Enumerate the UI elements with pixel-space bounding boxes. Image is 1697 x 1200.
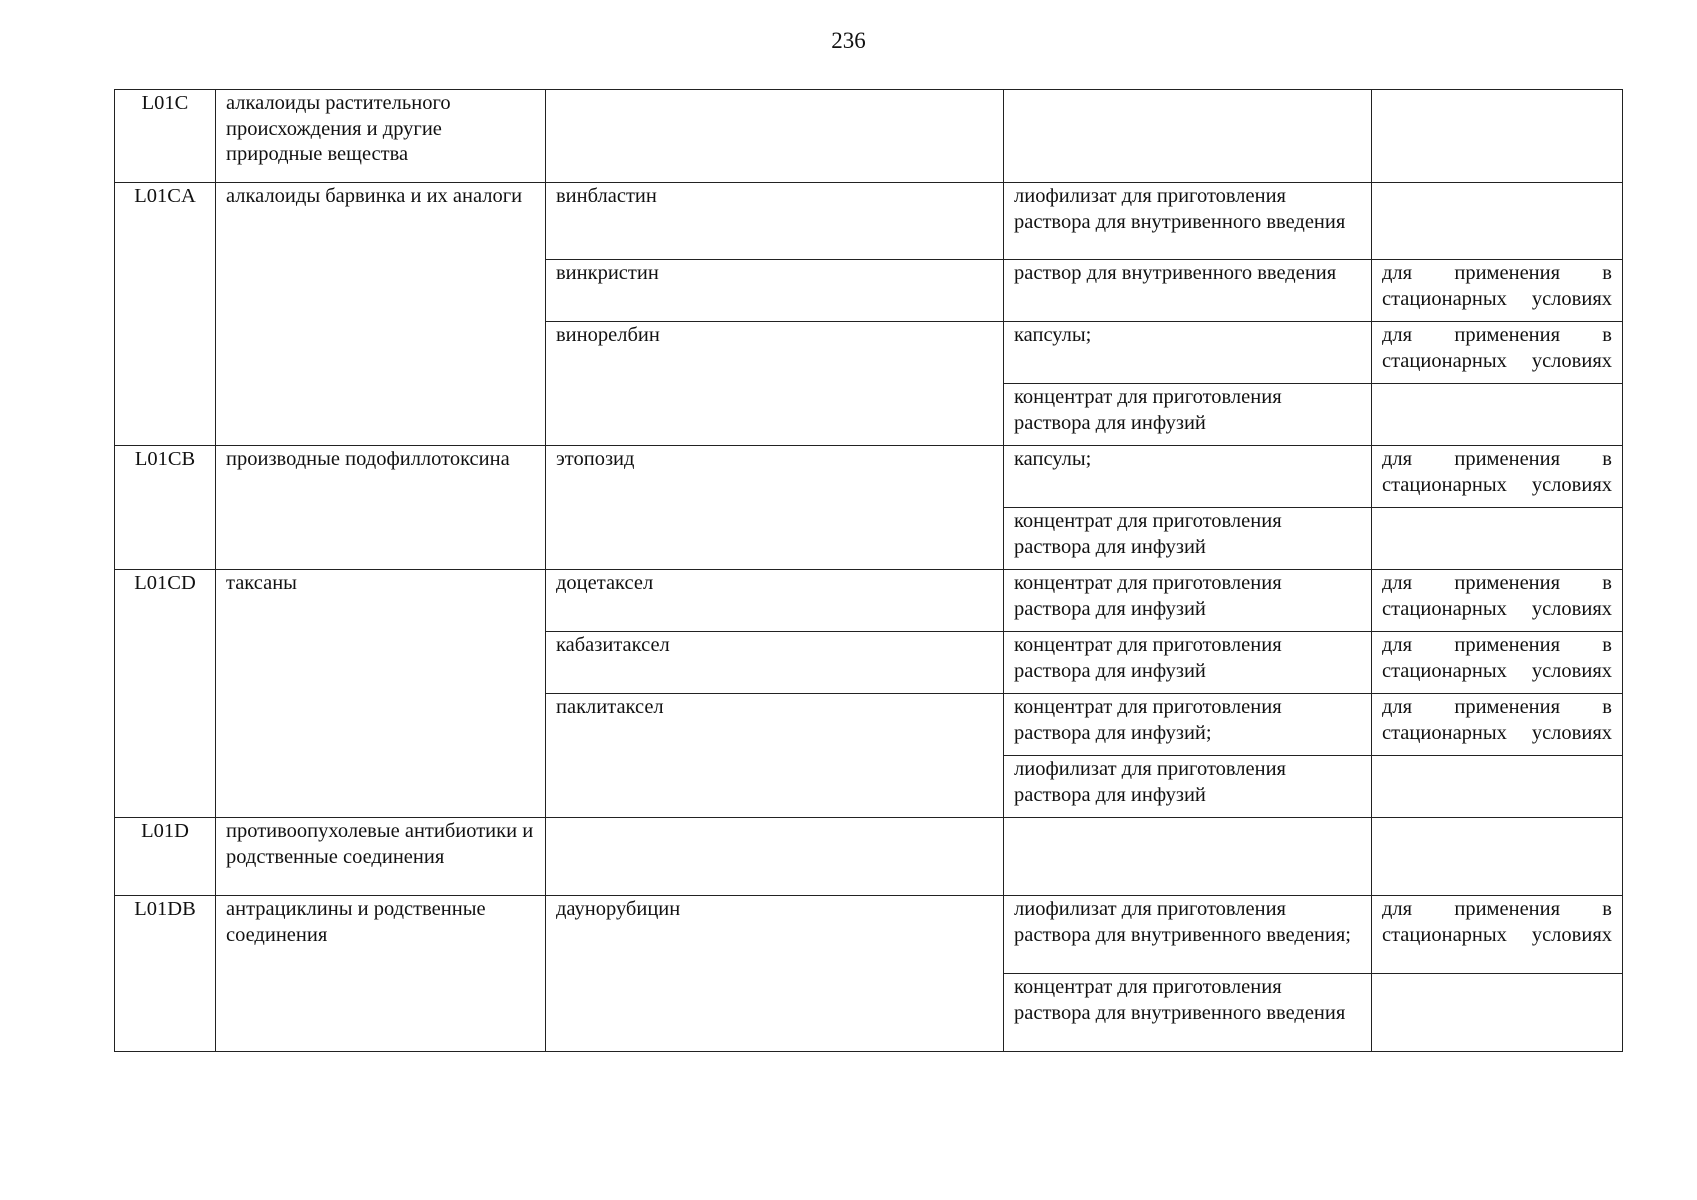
usage-note <box>1372 183 1623 260</box>
usage-note: для применения в стационарных условиях <box>1372 570 1623 632</box>
usage-note: для применения в стационарных условиях <box>1372 260 1623 322</box>
atc-group: алкалоиды растительного происхождения и другие природные вещества <box>216 90 546 183</box>
dosage-form: концентрат для приготовления раствора для инфузий <box>1004 632 1372 694</box>
drug-name: доцетаксел <box>546 570 1004 632</box>
usage-note <box>1372 508 1623 570</box>
dosage-form: концентрат для приготовления раствора для инфузий; <box>1004 694 1372 756</box>
drug-name <box>546 818 1004 896</box>
drug-name: даунорубицин <box>546 896 1004 1052</box>
dosage-form: концентрат для приготовления раствора для внутривенного введения <box>1004 974 1372 1052</box>
dosage-form: концентрат для приготовления раствора для инфузий <box>1004 508 1372 570</box>
table-row <box>115 90 1623 183</box>
dosage-form: лиофилизат для приготовления раствора для внутривенного введения <box>1004 183 1372 260</box>
dosage-form: лиофилизат для приготовления раствора для внутривенного введения; <box>1004 896 1372 974</box>
atc-group: производные подофиллотоксина <box>216 446 546 570</box>
atc-code: L01C <box>115 90 216 183</box>
atc-group: антрациклины и родственные соединения <box>216 896 546 1052</box>
atc-code: L01DB <box>115 896 216 1052</box>
usage-note <box>1372 756 1623 818</box>
usage-note: для применения в стационарных условиях <box>1372 694 1623 756</box>
usage-note <box>1372 384 1623 446</box>
drug-name: винорелбин <box>546 322 1004 446</box>
dosage-form: раствор для внутривенного введения <box>1004 260 1372 322</box>
dosage-form <box>1004 90 1372 183</box>
atc-code: L01CB <box>115 446 216 570</box>
atc-group: противоопухолевые антибиотики и родственные соединения <box>216 818 546 896</box>
drug-name <box>546 90 1004 183</box>
table-row <box>115 896 1623 974</box>
drug-name: винбластин <box>546 183 1004 260</box>
table-row <box>115 570 1623 632</box>
drug-name: этопозид <box>546 446 1004 570</box>
table-row <box>115 183 1623 260</box>
drug-name: паклитаксел <box>546 694 1004 818</box>
drug-table <box>114 89 1623 1052</box>
page-number: 236 <box>831 28 866 53</box>
usage-note <box>1372 90 1623 183</box>
drug-name: кабазитаксел <box>546 632 1004 694</box>
usage-note: для применения в стационарных условиях <box>1372 632 1623 694</box>
usage-note: для применения в стационарных условиях <box>1372 896 1623 974</box>
dosage-form: концентрат для приготовления раствора для инфузий <box>1004 570 1372 632</box>
atc-group: таксаны <box>216 570 546 818</box>
dosage-form: капсулы; <box>1004 322 1372 384</box>
dosage-form: лиофилизат для приготовления раствора для инфузий <box>1004 756 1372 818</box>
table-row <box>115 446 1623 508</box>
usage-note <box>1372 974 1623 1052</box>
drug-name: винкристин <box>546 260 1004 322</box>
atc-code: L01CD <box>115 570 216 818</box>
dosage-form <box>1004 818 1372 896</box>
table-row <box>115 818 1623 896</box>
dosage-form: капсулы; <box>1004 446 1372 508</box>
usage-note: для применения в стационарных условиях <box>1372 322 1623 384</box>
dosage-form: концентрат для приготовления раствора для инфузий <box>1004 384 1372 446</box>
usage-note <box>1372 818 1623 896</box>
atc-group: алкалоиды барвинка и их аналоги <box>216 183 546 446</box>
usage-note: для применения в стационарных условиях <box>1372 446 1623 508</box>
atc-code: L01D <box>115 818 216 896</box>
atc-code: L01CA <box>115 183 216 446</box>
